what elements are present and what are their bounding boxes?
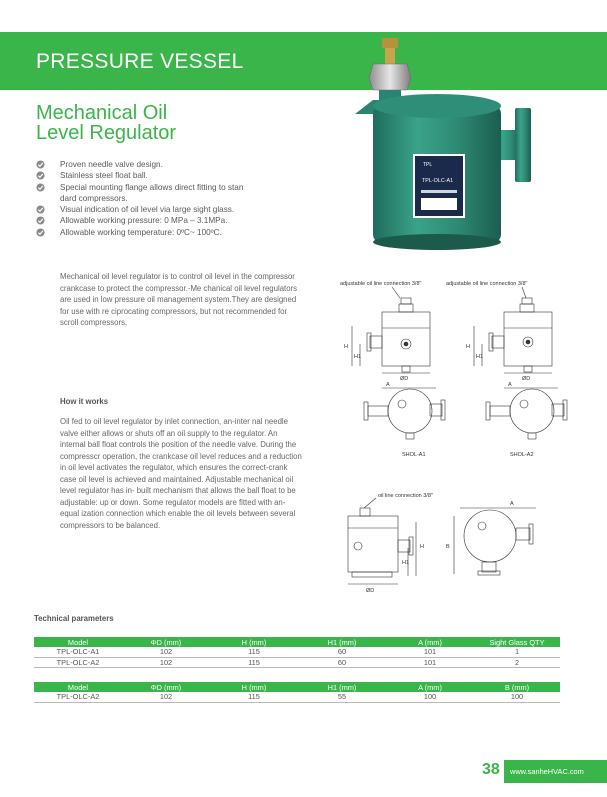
table-header-cell: A (mm)	[386, 682, 474, 692]
table-cell: 115	[210, 692, 298, 702]
table-cell: 100	[474, 692, 560, 702]
dim-h1-a2: H1	[476, 354, 484, 360]
drawing-a2-side	[446, 281, 552, 382]
check-icon	[36, 183, 45, 192]
drawing-b-top	[446, 501, 536, 575]
tech-params-title: Technical parameters	[34, 614, 114, 623]
table-cell: 60	[298, 657, 386, 668]
feature-item	[36, 159, 326, 170]
badge-brand: TPL	[423, 162, 433, 168]
feature-text: Allowable working temperature: 0ºC~ 100ºC.	[60, 227, 222, 237]
feature-item	[36, 227, 326, 238]
table-cell: 102	[122, 657, 210, 668]
table-header-cell: Sight Glass QTY	[474, 637, 560, 647]
label-adjustable-a1: adjustable oil line connection 3/8"	[340, 281, 422, 287]
dim-b-b: B	[446, 544, 450, 550]
dim-a-a1: A	[386, 382, 390, 388]
badge-model: TPL-OLC-A1	[422, 178, 454, 184]
table-cell: 102	[122, 692, 210, 702]
table-cell: 101	[386, 657, 474, 668]
check-icon	[36, 160, 45, 169]
table-cell: 1	[474, 647, 560, 657]
table-header-cell: B (mm)	[474, 682, 560, 692]
table-header-cell: A (mm)	[386, 637, 474, 647]
dim-d-a1: ØD	[400, 376, 409, 382]
feature-item	[36, 182, 326, 193]
table-header-cell: H (mm)	[210, 682, 298, 692]
dim-d-a2: ØD	[522, 376, 531, 382]
table-row	[34, 692, 560, 702]
feature-item	[36, 170, 326, 181]
feature-item	[36, 204, 326, 215]
table-row	[34, 647, 560, 657]
table-header-row	[34, 682, 560, 692]
feature-text: Visual indication of oil level via large sight glass.	[60, 205, 235, 215]
dim-a-a2: A	[508, 382, 512, 388]
table-cell: 55	[298, 692, 386, 702]
dim-h1-b: H1	[402, 560, 410, 566]
dim-h-a2: H	[466, 344, 470, 350]
description-paragraph: Mechanical oil level regulator is to control oil level in the compressor crankcase to protect the compressor.-Me chanical oil level regulators are used in low pressure oil management system.They are designed for use with re ciprocating compressors, but not recommended for scroll compressors.	[60, 272, 298, 327]
feature-text: Allowable working pressure: 0 MPa – 3.1MPa.	[60, 216, 228, 226]
table-header-cell: ΦD (mm)	[122, 637, 210, 647]
table-header-row	[34, 637, 560, 647]
drawing-a1-top	[364, 382, 445, 458]
product-title-line1: Mechanical Oil	[36, 102, 168, 124]
spec-table-1	[34, 637, 560, 668]
drawing-a2-top	[486, 382, 567, 458]
table-cell: 115	[210, 647, 298, 657]
product-image	[345, 34, 555, 252]
check-icon	[36, 171, 45, 180]
feature-item	[36, 215, 326, 226]
dim-h-a1: H	[344, 344, 348, 350]
technical-drawings	[330, 276, 600, 606]
how-it-works-heading: How it works	[60, 397, 109, 406]
check-icon	[36, 205, 45, 214]
table-cell: 100	[386, 692, 474, 702]
name-a2: SHOL-A2	[510, 452, 534, 458]
section-title: PRESSURE VESSEL	[36, 50, 244, 73]
table-header-cell: H (mm)	[210, 637, 298, 647]
feature-item-continued	[36, 193, 326, 204]
page-number: 38	[482, 761, 500, 778]
dim-a-b: A	[510, 501, 514, 507]
table-row	[34, 657, 560, 668]
dim-h1-a1: H1	[354, 354, 362, 360]
dim-h-b: H	[420, 544, 424, 550]
feature-text: Proven needle valve design.	[60, 160, 163, 169]
table-cell: 2	[474, 657, 560, 668]
name-a1: SHOL-A1	[402, 452, 426, 458]
label-oil-line: oil line connection 3/8"	[378, 493, 433, 499]
check-icon	[36, 216, 45, 225]
drawing-a1-side	[340, 281, 430, 382]
feature-list	[36, 159, 326, 238]
dim-d-b: ØD	[366, 588, 375, 594]
table-header-cell: Model	[34, 637, 122, 647]
feature-text: dard compressors.	[60, 193, 128, 203]
table-header-cell: H1 (mm)	[298, 682, 386, 692]
table-header-cell: ΦD (mm)	[122, 682, 210, 692]
table-cell: 102	[122, 647, 210, 657]
table-cell: 101	[386, 647, 474, 657]
spec-table-2	[34, 682, 560, 703]
feature-text: Special mounting flange allows direct fitting to stan	[60, 182, 244, 192]
table-header-cell: H1 (mm)	[298, 637, 386, 647]
check-icon	[36, 228, 45, 237]
table-cell: 60	[298, 647, 386, 657]
table-cell: 115	[210, 657, 298, 668]
drawing-b-side	[348, 493, 433, 594]
product-title-line2: Level Regulator	[36, 122, 177, 144]
table-cell: TPL-OLC-A1	[34, 647, 122, 657]
table-cell: TPL-OLC-A2	[34, 692, 122, 702]
footer-website-link[interactable]: www.sanheHVAC.com	[510, 767, 584, 776]
table-cell: TPL-OLC-A2	[34, 657, 122, 668]
table-header-cell: Model	[34, 682, 122, 692]
feature-text: Stainless steel float ball.	[60, 171, 148, 181]
how-it-works-paragraph: Oil fed to oil level regulator by inlet connection, an-inter nal needle valve either allows or shuts off an oil supply to the regulator. An internal ball float controls the position of the needle valve. During the compresscr operation, the crankcase oil level reduces and a reduction in oil level activates the regulator, which ensures the correct-crank case oil level is achieved and maintained. Adjustable mechanical oil level regulator has in- built mechanism that allows the ball float to be adjustable: up or down. Some regulator models are fitted with an-equal ization connection which enable the oil levels between several compressors to be balanced.	[60, 417, 302, 530]
label-adjustable-a2: adjustable oil line connection 3/8"	[446, 281, 528, 287]
